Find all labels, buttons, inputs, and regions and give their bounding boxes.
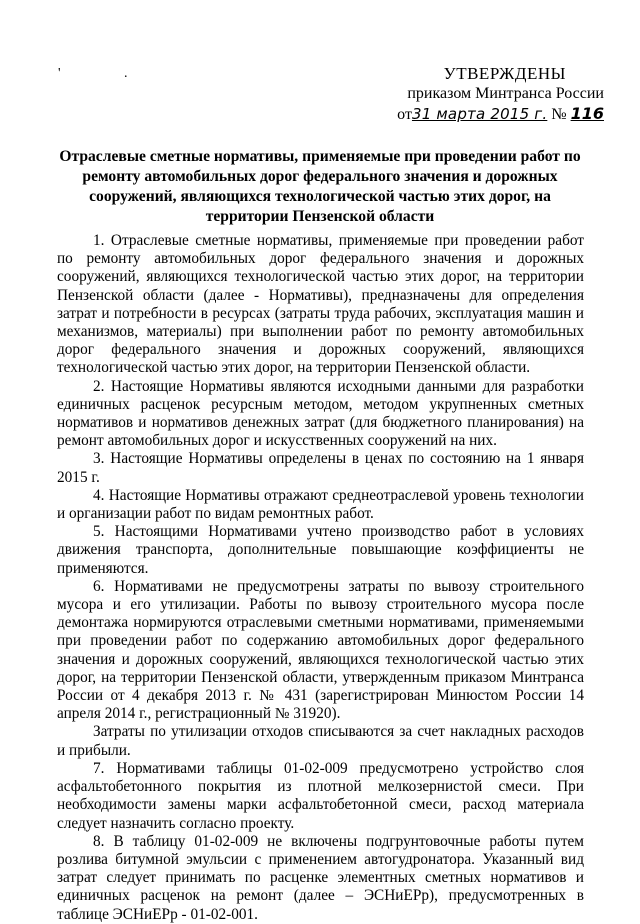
paragraph-6-note: Затраты по утилизации отходов списываются за счет накладных расходов и прибыли. <box>57 723 584 759</box>
paragraph-3: 3. Настоящие Нормативы определены в ценах по состоянию на 1 января 2015 г. <box>57 450 584 486</box>
paragraph-6: 6. Нормативами не предусмотрены затраты по вывозу строительного мусора и его утилизации. Работы по вывозу строительного мусора после демонтажа нормируются отраслевыми сметными нормативами, применяемыми при проведении работ по содержанию автомобильных дорог федерального значения и дорожных сооружений, являющихся технологической частью этих дорог, на территории Пензенской области, утвержденным приказом Минтранса России от 4 декабря 2013 г. № 431 (зарегистрирован Минюстом России 14 апреля 2014 г., регистрационный № 31920). <box>57 577 584 723</box>
order-line: приказом Минтранса России <box>407 85 604 102</box>
paragraph-2: 2. Настоящие Нормативы являются исходными данными для разработки единичных расценок ресурсным методом, методом укрупненных сметных нормативов и нормативов денежных затрат (для бюджетного планирования) на ремонт автомобильных дорог и искусственных сооружений на них. <box>57 377 584 450</box>
paragraph-4: 4. Настоящие Нормативы отражают среднеотраслевой уровень технологии и организации работ по видам ремонтных работ. <box>57 486 584 523</box>
handwritten-number: 116 <box>570 104 604 123</box>
date-prefix: от <box>397 106 412 123</box>
approval-stamp <box>384 64 604 125</box>
order-date-line <box>384 104 604 125</box>
margin-marks: ' . <box>58 66 158 81</box>
paragraph-1: 1. Отраслевые сметные нормативы, применяемые при проведении работ по ремонту автомобильных дорог федерального значения и дорожных сооружений, являющихся технологической частью этих дорог, на территории Пензенской области (далее - Нормативы), предназначены для определения затрат и потребности в ресурсах (затраты труда рабочих, эксплуатация машин и механизмов, материалы) при выполнении работ по ремонту автомобильных дорог федерального значения и дорожных сооружений, являющихся технологической частью этих дорог, на территории Пензенской области. <box>57 232 584 377</box>
document-body <box>57 232 584 924</box>
handwritten-date: 31 марта 2015 г. <box>411 105 548 123</box>
number-prefix: № <box>551 106 567 123</box>
paragraph-7: 7. Нормативами таблицы 01-02-009 предусмотрено устройство слоя асфальтобетонного покрытия из плотной мелкозернистой смеси. При необходимости замены марки асфальтобетонной смеси, расход материала следует назначить согласно проекту. <box>57 759 584 832</box>
paragraph-8: 8. В таблицу 01-02-009 не включены подгрунтовочные работы путем розлива битумной эмульсии с применением автогудронатора. Указанный вид затрат следует принимать по расценке элементных сметных нормативов и единичных расценок на ремонт (далее – ЭСНиЕРр), предусмотренных в таблице ЭСНиЕРр - 01-02-001. <box>57 832 584 923</box>
approved-heading: УТВЕРЖДЕНЫ <box>443 64 566 83</box>
document-title: Отраслевые сметные нормативы, применяемые при проведении работ по ремонту автомобильных дорог федерального значения и дорожных сооружений, являющихся технологической частью этих дорог, на территории Пензенской области <box>59 148 581 225</box>
paragraph-5: 5. Настоящими Нормативами учтено производство работ в условиях движения транспорта, дополнительные повышающие коэффициенты не применяются. <box>57 523 584 577</box>
